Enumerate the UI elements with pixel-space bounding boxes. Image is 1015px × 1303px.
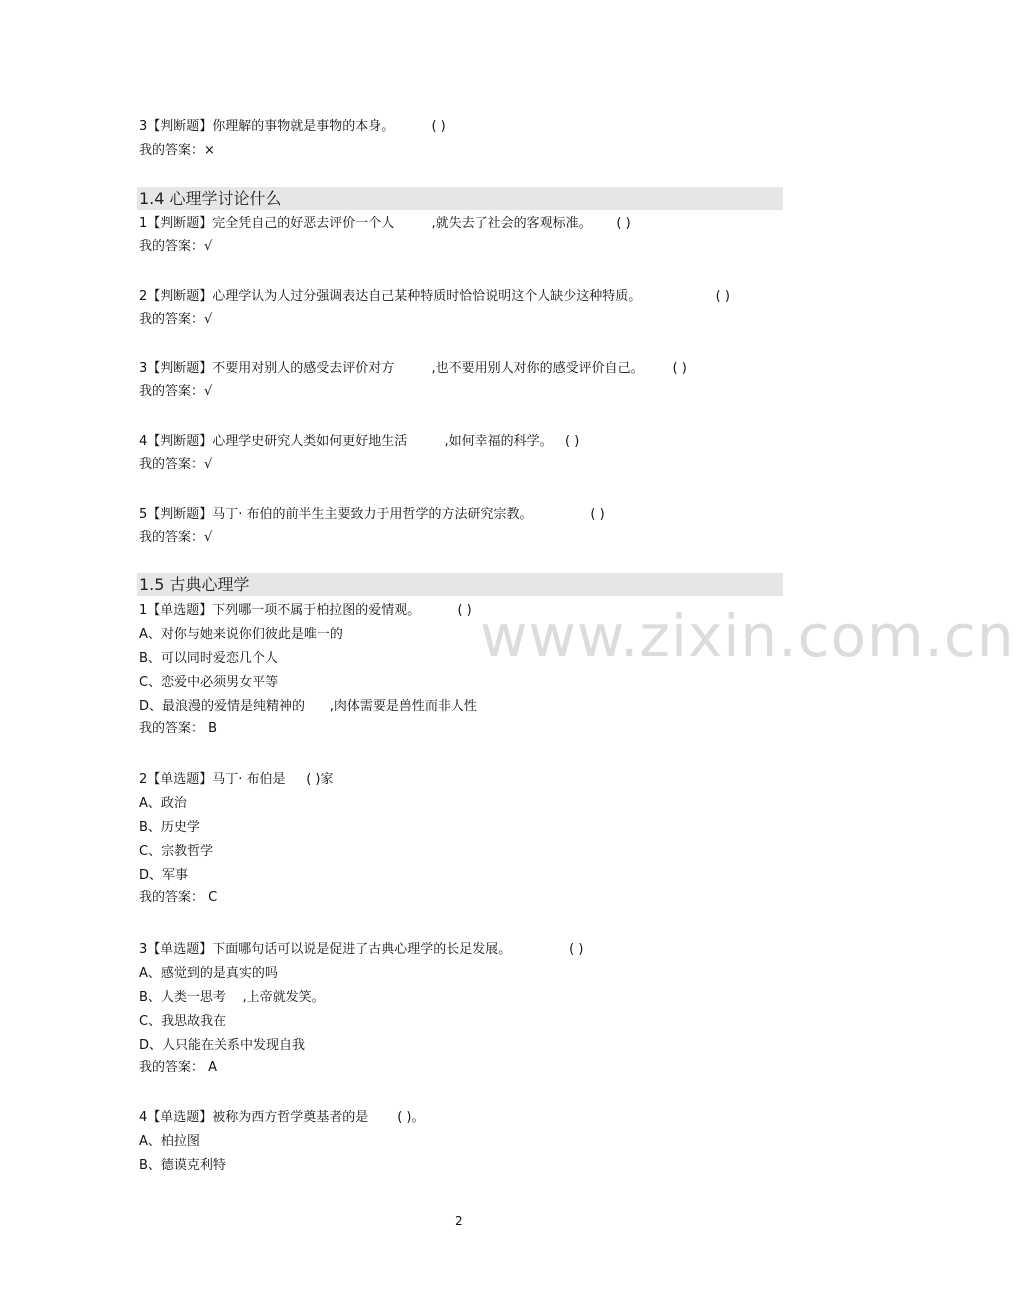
option-c: C、恋爱中必须男女平等 <box>139 675 279 690</box>
question-text: 2【单选题】马丁· 布伯是 ( )家 <box>139 772 334 787</box>
watermark: www.zixin.com.cn <box>480 602 1015 670</box>
option-a: A、柏拉图 <box>139 1134 200 1149</box>
option-a: A、感觉到的是真实的吗 <box>139 966 278 981</box>
option-d: D、军事 <box>139 868 189 883</box>
question-text: 2【判断题】心理学认为人过分强调表达自己某种特质时恰恰说明这个人缺少这种特质。 ( ) <box>139 289 730 304</box>
answer-text: 我的答案：√ <box>139 312 213 327</box>
answer-text: 我的答案：× <box>139 143 215 158</box>
question-text: 1【判断题】完全凭自己的好恶去评价一个人 ,就失去了社会的客观标准。 ( ) <box>139 216 631 231</box>
question-text: 4【单选题】被称为西方哲学奠基者的是 ( )。 <box>139 1110 425 1125</box>
option-b: B、历史学 <box>139 820 200 835</box>
option-a: A、对你与她来说你们彼此是唯一的 <box>139 627 343 642</box>
question-text: 3【判断题】不要用对别人的感受去评价对方 ,也不要用别人对你的感受评价自己。 ( ) <box>139 361 687 376</box>
option-d: D、最浪漫的爱情是纯精神的 ,肉体需要是兽性而非人性 <box>139 699 477 714</box>
option-c: C、宗教哲学 <box>139 844 214 859</box>
option-d: D、人只能在关系中发现自我 <box>139 1038 306 1053</box>
answer-text: 我的答案： A <box>139 1060 218 1075</box>
question-text: 3【判断题】你理解的事物就是事物的本身。 ( ) <box>139 119 446 134</box>
question-text: 1【单选题】下列哪一项不属于柏拉图的爱情观。 ( ) <box>139 603 472 618</box>
question-text: 3【单选题】下面哪句话可以说是促进了古典心理学的长足发展。 ( ) <box>139 942 584 957</box>
option-c: C、我思故我在 <box>139 1014 227 1029</box>
answer-text: 我的答案：√ <box>139 530 213 545</box>
option-b: B、人类一思考 ,上帝就发笑。 <box>139 990 325 1005</box>
page-number: 2 <box>455 1214 463 1228</box>
section-heading-1-4: 1.4 心理学讨论什么 <box>137 187 783 210</box>
section-heading-1-5: 1.5 古典心理学 <box>137 573 783 596</box>
answer-text: 我的答案： B <box>139 721 218 736</box>
question-text: 4【判断题】心理学史研究人类如何更好地生活 ,如何幸福的科学。 ( ) <box>139 434 580 449</box>
answer-text: 我的答案：√ <box>139 457 213 472</box>
answer-text: 我的答案：√ <box>139 239 213 254</box>
option-a: A、政治 <box>139 796 187 811</box>
option-b: B、德谟克利特 <box>139 1158 226 1173</box>
option-b: B、可以同时爱恋几个人 <box>139 651 278 666</box>
question-text: 5【判断题】马丁· 布伯的前半生主要致力于用哲学的方法研究宗教。 ( ) <box>139 507 605 522</box>
answer-text: 我的答案：√ <box>139 384 213 399</box>
answer-text: 我的答案： C <box>139 890 218 905</box>
